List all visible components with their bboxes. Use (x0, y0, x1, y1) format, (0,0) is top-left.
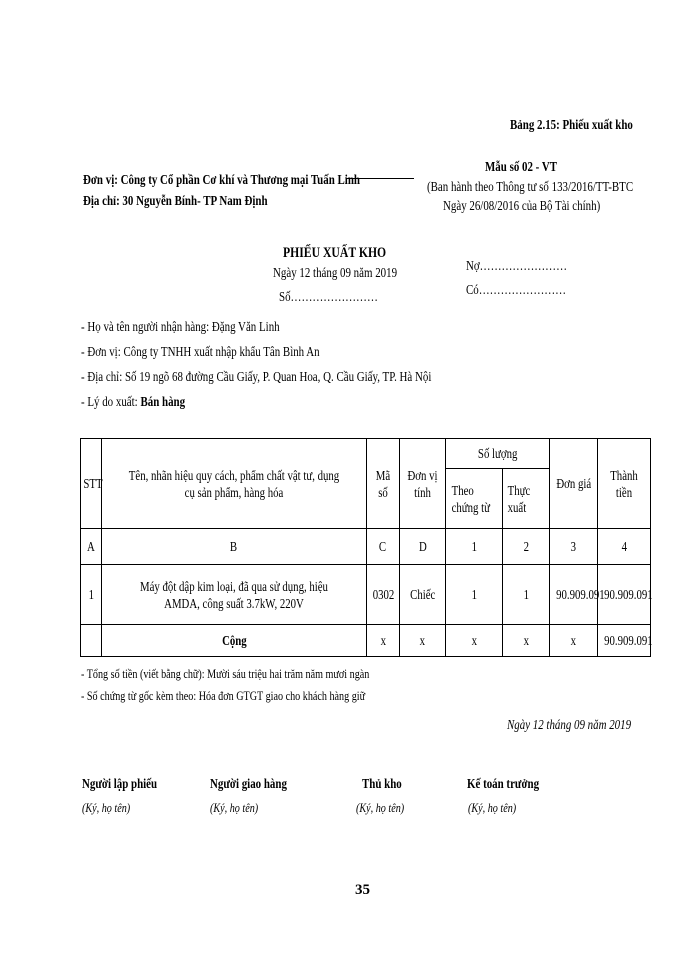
reason-value: Bán hàng (140, 395, 186, 410)
address-line: Địa chỉ: 30 Nguyễn Bính- TP Nam Định (83, 194, 268, 209)
letter-cell: B (102, 529, 367, 565)
page-number: 35 (355, 882, 370, 898)
row-code: 0302 (367, 565, 400, 625)
total-stt (81, 625, 102, 657)
total-price: x (550, 625, 598, 657)
letter-cell: D (400, 529, 446, 565)
row-price: 90.909.091 (550, 565, 598, 625)
header-qty-actual: Thực xuất (503, 469, 550, 529)
row-unit: Chiếc (400, 565, 446, 625)
signature-note: (Ký, họ tên) (82, 800, 131, 815)
header-unit: Đơn vị tính (400, 439, 446, 529)
letter-cell: C (367, 529, 400, 565)
form-number: Mẫu số 02 - VT (485, 160, 558, 175)
header-qty-doc: Theo chứng từ (446, 469, 503, 529)
total-code: x (367, 625, 400, 657)
unit-underline (346, 178, 414, 179)
amount-in-words: - Tổng số tiền (viết bằng chữ): Mười sáu triệu hai trăm năm mươi ngàn (81, 666, 370, 681)
row-amount: 90.909.091 (598, 565, 651, 625)
credit-account: Có…………………… (466, 283, 567, 298)
receiver-line: - Họ và tên người nhận hàng: Đặng Văn Linh (81, 320, 280, 335)
header-quantity: Số lượng (446, 439, 550, 469)
signature-role: Thủ kho (362, 777, 402, 792)
row-qty-actual: 1 (503, 565, 550, 625)
signature-note: (Ký, họ tên) (468, 800, 517, 815)
issue-table (80, 438, 651, 657)
letter-cell: 3 (550, 529, 598, 565)
row-qty-doc: 1 (446, 565, 503, 625)
total-qty-doc: x (446, 625, 503, 657)
signature-role: Người giao hàng (210, 777, 287, 792)
letter-cell: A (81, 529, 102, 565)
unit-line: Đơn vị: Công ty Cổ phần Cơ khí và Thương mại Tuấn Linh (83, 173, 360, 188)
attached-docs: - Số chứng từ gốc kèm theo: Hóa đơn GTGT giao cho khách hàng giữ (81, 688, 366, 703)
signature-note: (Ký, họ tên) (356, 800, 405, 815)
signature-role: Kế toán trưởng (467, 777, 540, 792)
receiver-unit-line: - Đơn vị: Công ty TNHH xuất nhập khẩu Tân Bình An (81, 345, 320, 360)
table-caption: Bảng 2.15: Phiếu xuất kho (510, 118, 633, 133)
header-stt: STT (81, 439, 102, 529)
row-stt: 1 (81, 565, 102, 625)
footer-date: Ngày 12 tháng 09 năm 2019 (507, 718, 632, 733)
header-code: Mã số (367, 439, 400, 529)
letter-row (81, 529, 651, 565)
slip-number: Số…………………… (279, 290, 378, 305)
receiver-address-line: - Địa chỉ: Số 19 ngõ 68 đường Cầu Giấy, P. Quan Hoa, Q. Cầu Giấy, TP. Hà Nội (81, 370, 432, 385)
signature-note: (Ký, họ tên) (210, 800, 259, 815)
header-amount: Thành tiền (598, 439, 651, 529)
header-name: Tên, nhãn hiệu quy cách, phẩm chất vật tư, dụng cụ sản phẩm, hàng hóa (102, 439, 367, 529)
signature-role: Người lập phiếu (82, 777, 158, 792)
total-unit: x (400, 625, 446, 657)
slip-date: Ngày 12 tháng 09 năm 2019 (273, 266, 398, 281)
reason-line: - Lý do xuất: Bán hàng (81, 395, 186, 410)
total-amount: 90.909.091 (598, 625, 651, 657)
total-qty-actual: x (503, 625, 550, 657)
issued-by-line1: (Ban hành theo Thông tư số 133/2016/TT-BTC (427, 180, 634, 195)
issued-by-line2: Ngày 26/08/2016 của Bộ Tài chính) (443, 199, 601, 214)
row-name: Máy đột dập kim loại, đã qua sử dụng, hiệu AMDA, công suất 3.7kW, 220V (102, 565, 367, 625)
total-row (81, 625, 651, 657)
letter-cell: 4 (598, 529, 651, 565)
page-title: PHIẾU XUẤT KHO (283, 245, 387, 261)
debit-account: Nợ…………………… (466, 259, 568, 274)
table-row (81, 565, 651, 625)
letter-cell: 2 (503, 529, 550, 565)
letter-cell: 1 (446, 529, 503, 565)
header-price: Đơn giá (550, 439, 598, 529)
total-label: Cộng (102, 625, 367, 657)
